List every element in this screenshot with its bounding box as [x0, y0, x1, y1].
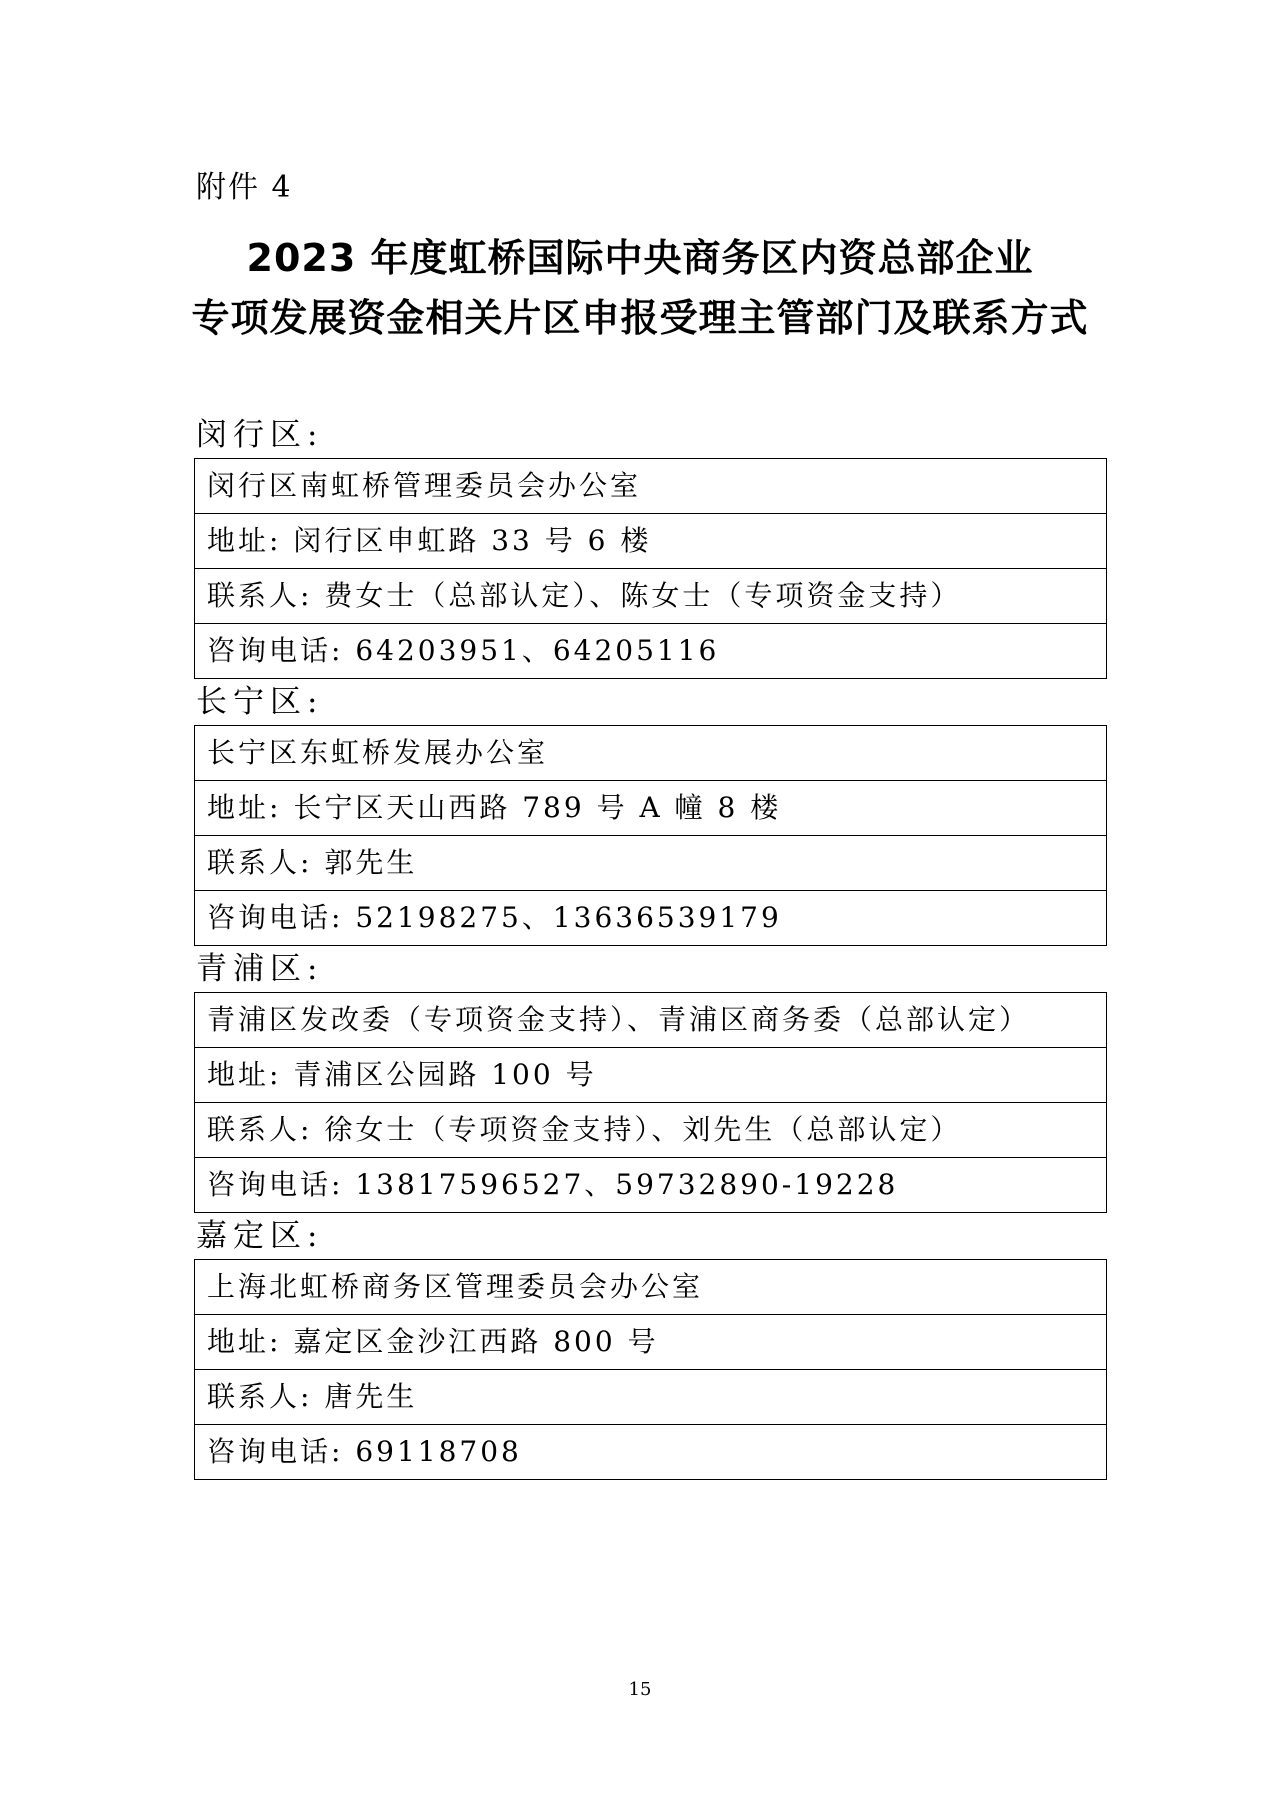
attachment-label: 附件 4: [196, 170, 293, 205]
table-row: [195, 624, 1107, 679]
office-name-cell: 青浦区发改委（专项资金支持）、青浦区商务委（总部认定）: [195, 993, 1107, 1048]
table-row: [195, 1260, 1107, 1315]
district-sections: [194, 412, 1109, 1480]
table-row: [195, 1425, 1107, 1480]
table-row: [195, 993, 1107, 1048]
contact-table: [194, 992, 1107, 1213]
district-label: 长宁区:: [196, 684, 324, 720]
contact-table: [194, 1259, 1107, 1480]
contact-table: [194, 725, 1107, 946]
district-section-jiading: [194, 1213, 1109, 1480]
district-label: 青浦区:: [196, 951, 324, 987]
address-cell: 地址: 闵行区申虹路 33 号 6 楼: [195, 514, 1107, 569]
contact-person-cell: 联系人: 徐女士（专项资金支持）、刘先生（总部认定）: [195, 1103, 1107, 1158]
table-row: [195, 1103, 1107, 1158]
table-row: [195, 459, 1107, 514]
office-name-cell: 闵行区南虹桥管理委员会办公室: [195, 459, 1107, 514]
phone-cell: 咨询电话: 52198275、13636539179: [195, 891, 1107, 946]
address-cell: 地址: 长宁区天山西路 789 号 A 幢 8 楼: [195, 781, 1107, 836]
table-row: [195, 1370, 1107, 1425]
contact-person-cell: 联系人: 唐先生: [195, 1370, 1107, 1425]
district-section-qingpu: [194, 946, 1109, 1213]
phone-cell: 咨询电话: 13817596527、59732890-19228: [195, 1158, 1107, 1213]
contact-person-cell: 联系人: 郭先生: [195, 836, 1107, 891]
table-row: [195, 1048, 1107, 1103]
district-label: 闵行区:: [196, 417, 324, 453]
contact-table: [194, 458, 1107, 679]
table-row: [195, 891, 1107, 946]
table-row: [195, 781, 1107, 836]
phone-cell: 咨询电话: 69118708: [195, 1425, 1107, 1480]
district-label: 嘉定区:: [196, 1218, 324, 1254]
table-row: [195, 569, 1107, 624]
district-section-changning: [194, 679, 1109, 946]
document-title-line-2: 专项发展资金相关片区申报受理主管部门及联系方式: [191, 296, 1089, 340]
page-number: 15: [628, 1679, 652, 1700]
document-title-line-1: 2023 年度虹桥国际中央商务区内资总部企业: [246, 236, 1034, 280]
office-name-cell: 上海北虹桥商务区管理委员会办公室: [195, 1260, 1107, 1315]
address-cell: 地址: 嘉定区金沙江西路 800 号: [195, 1315, 1107, 1370]
district-section-minhang: [194, 412, 1109, 679]
phone-cell: 咨询电话: 64203951、64205116: [195, 624, 1107, 679]
address-cell: 地址: 青浦区公园路 100 号: [195, 1048, 1107, 1103]
table-row: [195, 726, 1107, 781]
contact-person-cell: 联系人: 费女士（总部认定）、陈女士（专项资金支持）: [195, 569, 1107, 624]
table-row: [195, 1158, 1107, 1213]
table-row: [195, 836, 1107, 891]
table-row: [195, 1315, 1107, 1370]
office-name-cell: 长宁区东虹桥发展办公室: [195, 726, 1107, 781]
table-row: [195, 514, 1107, 569]
